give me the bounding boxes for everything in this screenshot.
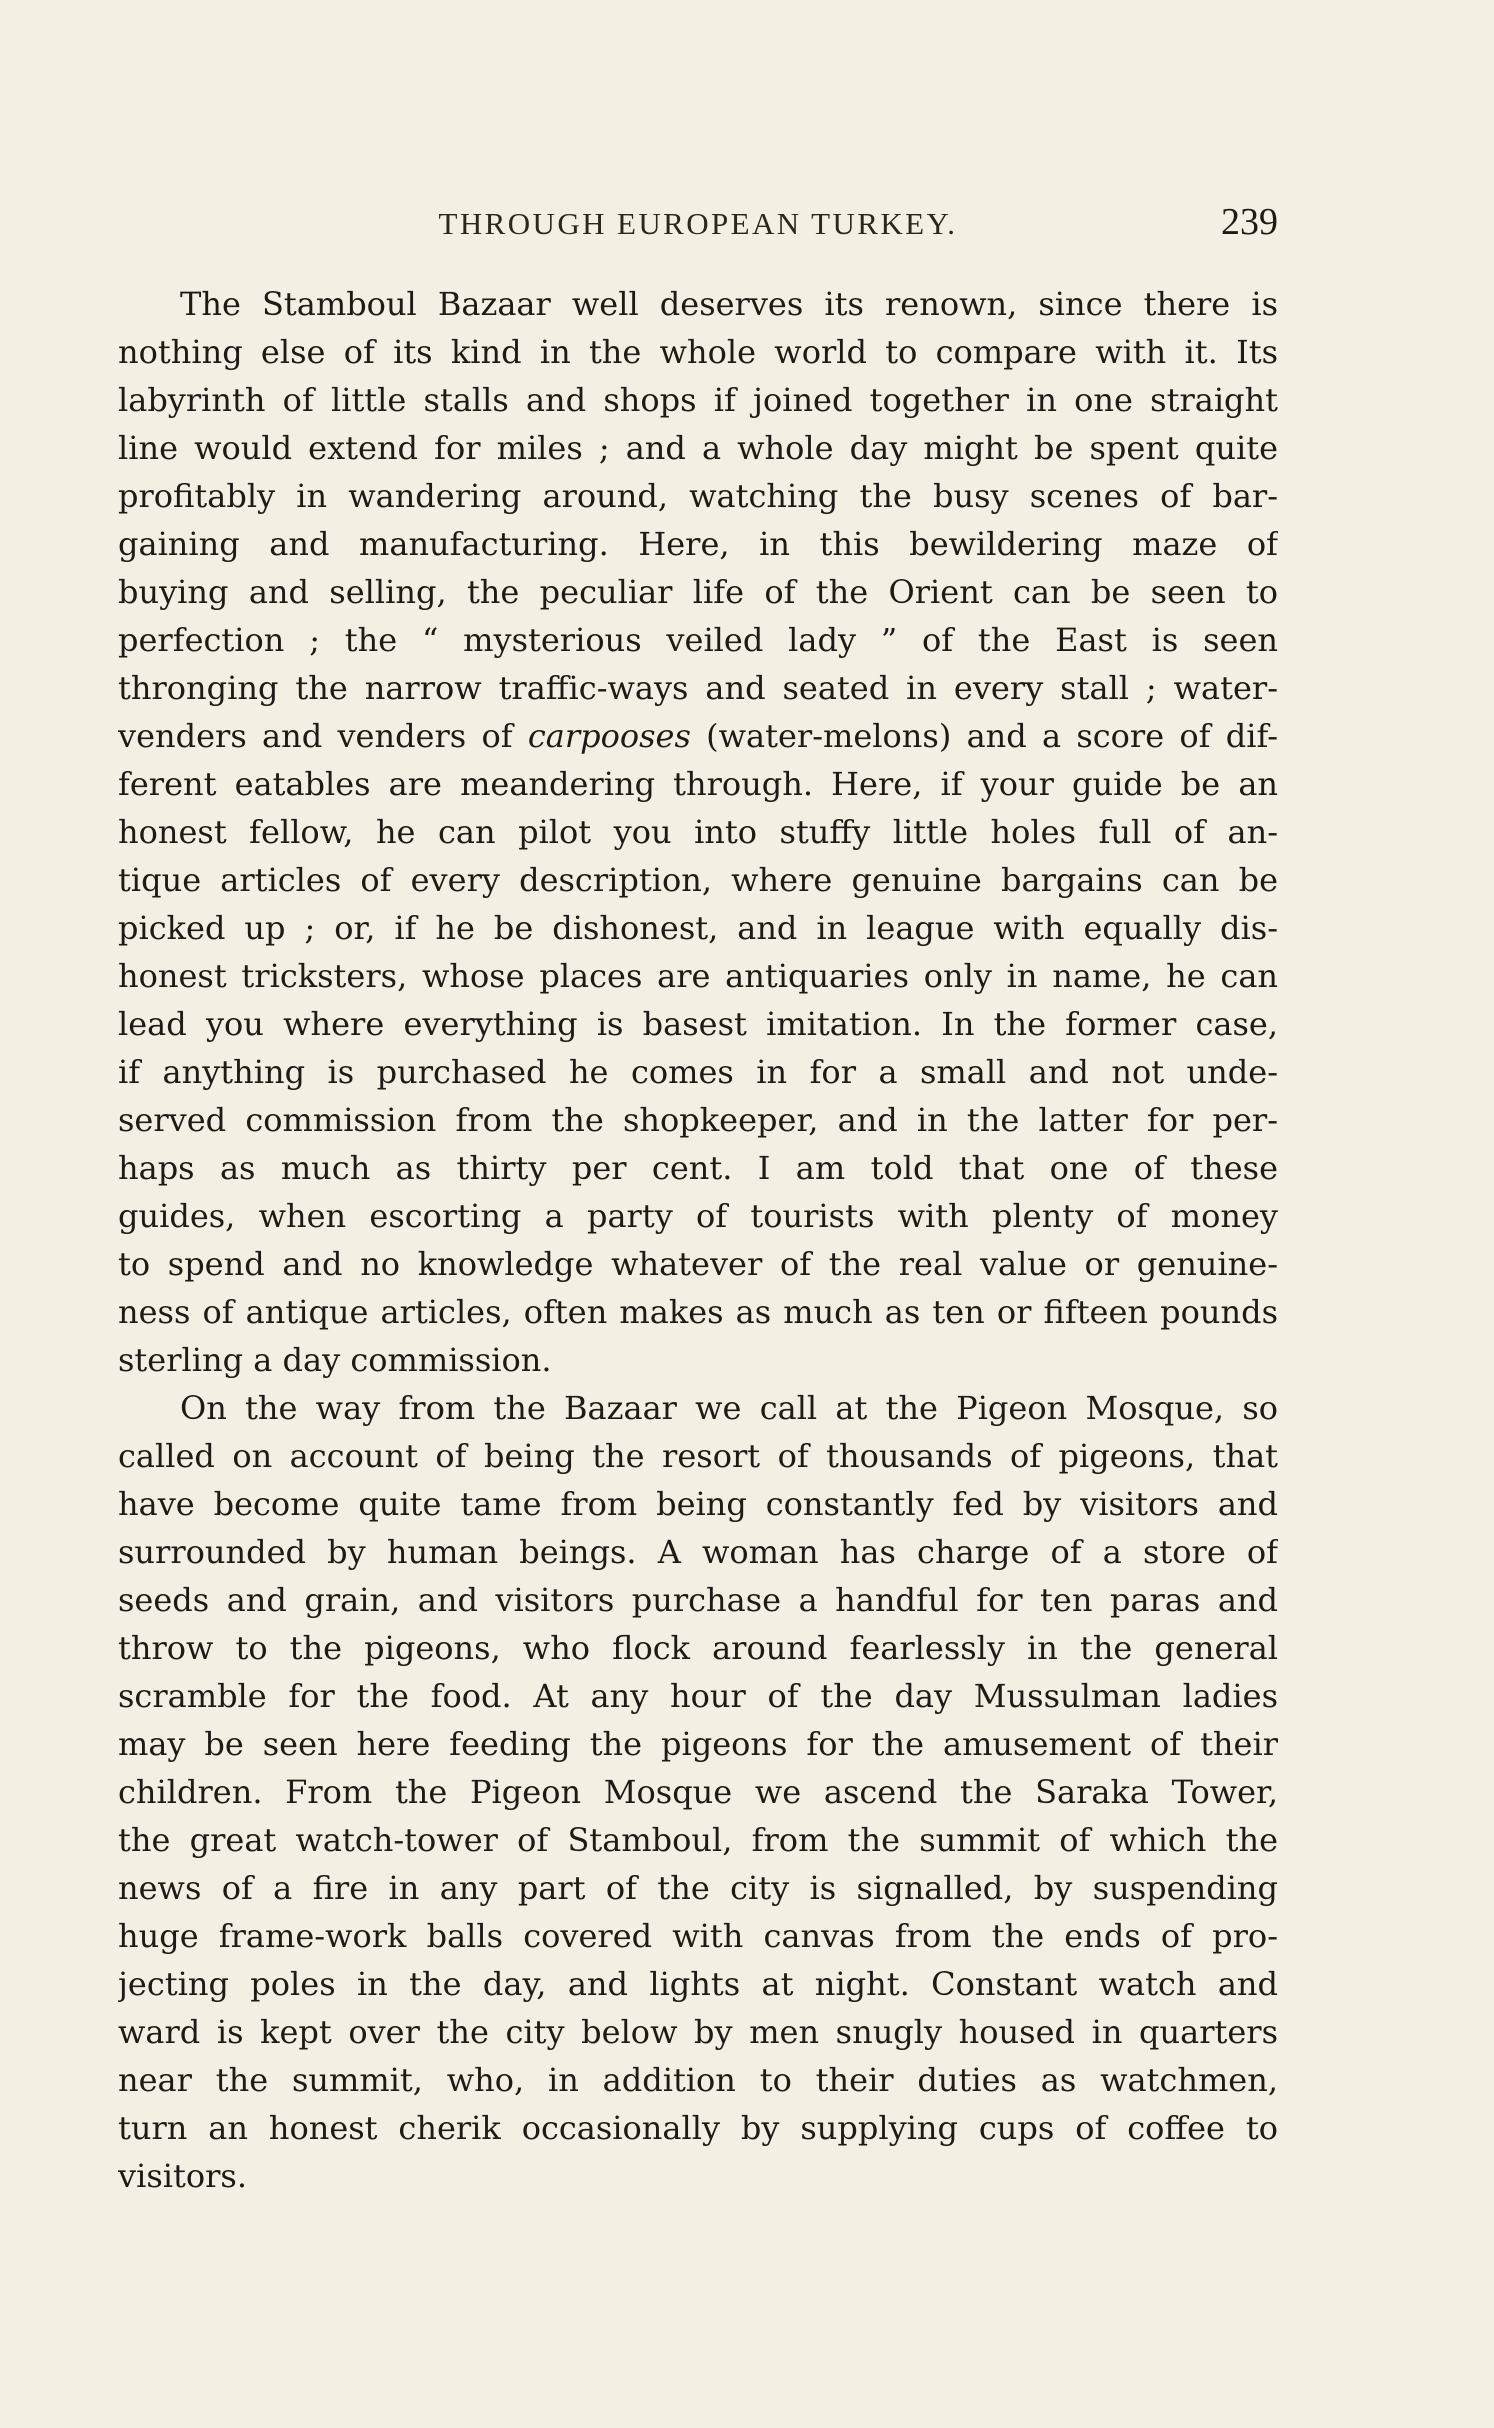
text-line: honest tricksters, whose places are antiquaries only in name, he can (118, 957, 1278, 995)
text-line: nothing else of its kind in the whole world to compare with it. Its (118, 333, 1278, 371)
paragraph-2 (118, 1384, 1278, 2200)
text-line: throw to the pigeons, who flock around fearlessly in the general (118, 1629, 1278, 1667)
paragraph-1 (118, 280, 1278, 1384)
text-line: news of a fire in any part of the city is signalled, by suspending (118, 1869, 1278, 1907)
text-line: ferent eatables are meandering through. Here, if your guide be an (118, 765, 1278, 803)
text-line: visitors. (118, 2157, 247, 2195)
text-line: tique articles of every description, where genuine bargains can be (118, 861, 1278, 899)
text-line: profitably in wandering around, watching the busy scenes of bar- (118, 477, 1278, 515)
body-text (118, 280, 1278, 2200)
text-line: haps as much as thirty per cent. I am told that one of these (118, 1149, 1278, 1187)
text-line: picked up ; or, if he be dishonest, and in league with equally dis- (118, 909, 1278, 947)
text-line: lead you where everything is basest imitation. In the former case, (118, 1005, 1278, 1043)
text-line: to spend and no knowledge whatever of the real value or genuine- (118, 1245, 1278, 1283)
text-line: scramble for the food. At any hour of the day Mussulman ladies (118, 1677, 1278, 1715)
text-line: served commission from the shopkeeper, and in the latter for per- (118, 1101, 1278, 1139)
text-line: perfection ; the “ mysterious veiled lady ” of the East is seen (118, 621, 1278, 659)
text-line: seeds and grain, and visitors purchase a handful for ten paras and (118, 1581, 1278, 1619)
text-line: thronging the narrow traffic-ways and seated in every stall ; water- (118, 669, 1278, 707)
page-number: 239 (1221, 201, 1278, 243)
running-header (118, 200, 1278, 250)
text-line: children. From the Pigeon Mosque we ascend the Saraka Tower, (118, 1773, 1278, 1811)
text-line: if anything is purchased he comes in for a small and not unde- (118, 1053, 1278, 1091)
text-line: near the summit, who, in addition to their duties as watchmen, (118, 2061, 1278, 2099)
text-line: line would extend for miles ; and a whole day might be spent quite (118, 429, 1278, 467)
text-line: called on account of being the resort of thousands of pigeons, that (118, 1437, 1278, 1475)
text-line: labyrinth of little stalls and shops if joined together in one straight (118, 381, 1278, 419)
text-line: guides, when escorting a party of tourists with plenty of money (118, 1197, 1278, 1235)
text-line: turn an honest cherik occasionally by supplying cups of coffee to (118, 2109, 1278, 2147)
text-line: jecting poles in the day, and lights at night. Constant watch and (118, 1965, 1278, 2003)
text-line-with-italic (118, 712, 1278, 760)
text-line: On the way from the Bazaar we call at the Pigeon Mosque, so (180, 1389, 1278, 1427)
text-line: sterling a day commission. (118, 1341, 552, 1379)
italic-term: carpooses (527, 717, 691, 755)
text-line: surrounded by human beings. A woman has charge of a store of (118, 1533, 1278, 1571)
text-segment: venders and venders of (118, 717, 528, 755)
text-line: huge frame-work balls covered with canvas from the ends of pro- (118, 1917, 1278, 1955)
text-line: gaining and manufacturing. Here, in this bewildering maze of (118, 525, 1278, 563)
text-line: the great watch-tower of Stamboul, from the summit of which the (118, 1821, 1278, 1859)
text-line: The Stamboul Bazaar well deserves its renown, since there is (180, 285, 1278, 323)
text-line: honest fellow, he can pilot you into stuffy little holes full of an- (118, 813, 1278, 851)
text-line: have become quite tame from being constantly fed by visitors and (118, 1485, 1278, 1523)
text-line: ward is kept over the city below by men snugly housed in quarters (118, 2013, 1278, 2051)
text-line: ness of antique articles, often makes as much as ten or fifteen pounds (118, 1293, 1278, 1331)
running-title: THROUGH EUROPEAN TURKEY. (438, 206, 958, 241)
text-line: buying and selling, the peculiar life of the Orient can be seen to (118, 573, 1278, 611)
text-line: may be seen here feeding the pigeons for the amusement of their (118, 1725, 1278, 1763)
text-segment: (water-melons) and a score of dif- (690, 717, 1278, 755)
